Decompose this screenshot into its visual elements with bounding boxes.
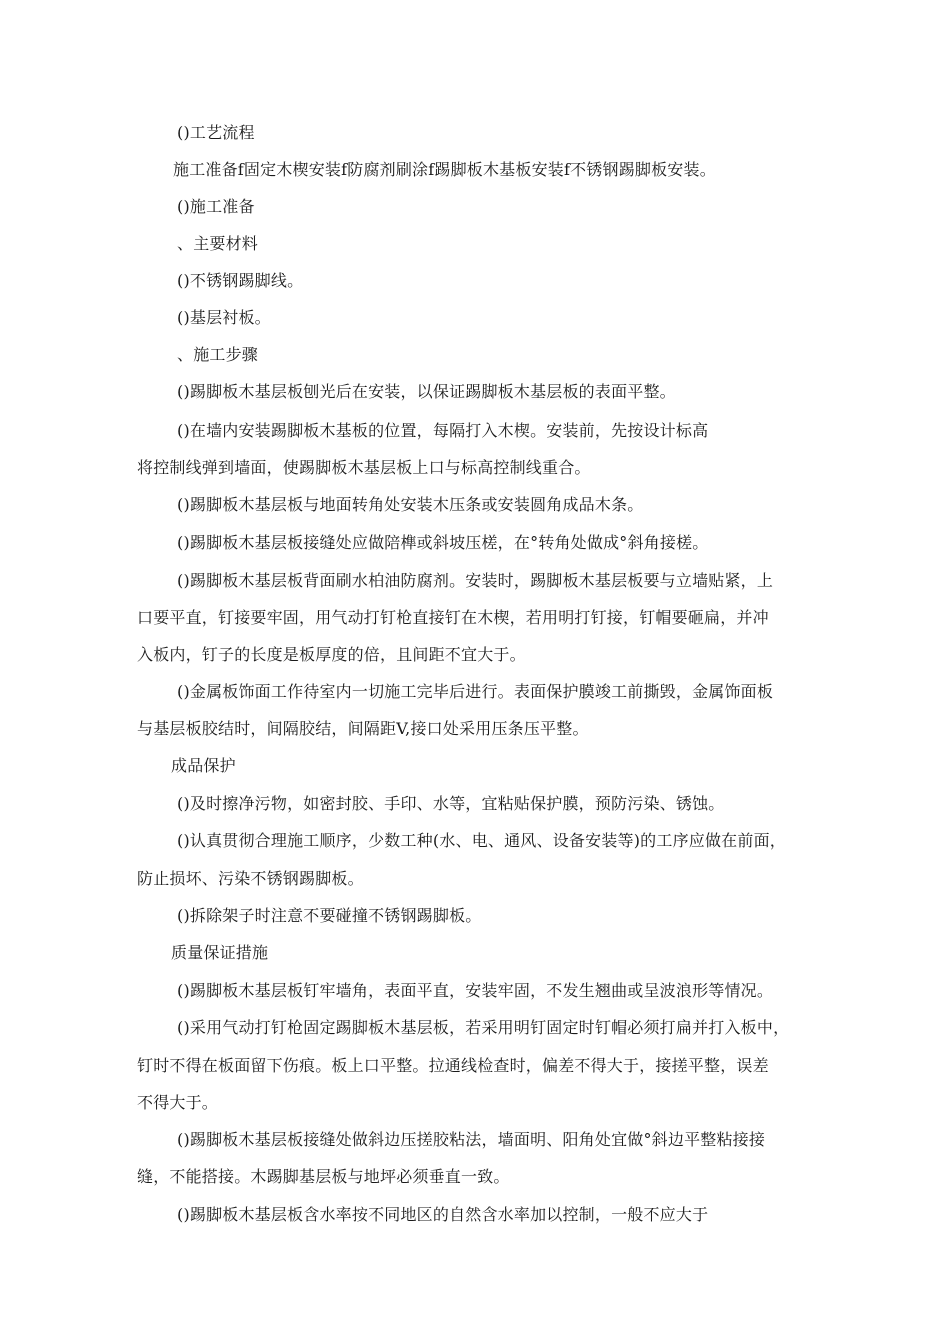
paragraph-line: 缝，不能搭接。木踢脚基层板与地坪必须垂直一致。 [137,1167,510,1186]
paragraph-line: 将控制线弹到墙面，使踢脚板木基层板上口与标高控制线重合。 [137,458,591,477]
paragraph-line: 钉时不得在板面留下伤痕。板上口平整。拉通线检查时，偏差不得大于，接搓平整，误差 [137,1056,769,1075]
list-item: ()及时擦净污物，如密封胶、手印、水等，宜粘贴保护膜，预防污染、锈蚀。 [177,794,725,813]
list-item: ()踢脚板木基层板钉牢墙角，表面平直，安装牢固，不发生翘曲或呈波浪形等情况。 [177,981,774,1000]
list-item: ()认真贯彻合理施工顺序，少数工种(水、电、通风、设备安装等)的工序应做在前面， [177,831,786,850]
list-item: ()踢脚板木基层板与地面转角处安装木压条或安装圆角成品木条。 [177,495,644,514]
list-item: ()踢脚板木基层板含水率按不同地区的自然含水率加以控制，一般不应大于 [177,1205,709,1224]
heading-construction-steps: 、施工步骤 [177,345,259,364]
list-item: ()采用气动打钉枪固定踢脚板木基层板，若采用明钉固定时钉帽必须打扁并打入板中， [177,1018,790,1037]
paragraph-line: 与基层板胶结时，间隔胶结，间隔距V,接口处采用压条压平整。 [137,719,589,738]
heading-main-materials: 、主要材料 [177,234,259,253]
heading-product-protection: 成品保护 [171,756,236,775]
list-item: ()踢脚板木基层板接缝处应做陪榫或斜坡压槎，在°转角处做成°斜角接槎。 [177,533,709,552]
list-item: ()踢脚板木基层板接缝处做斜边压搓胶粘法，墙面明、阳角处宜做°斜边平整粘接接 [177,1130,766,1149]
list-item: ()不锈钢踢脚线。 [177,271,304,290]
paragraph-line: 口要平直，钉接要牢固，用气动打钉枪直接钉在木楔，若用明打钉接，钉帽要砸扁，并冲 [137,608,769,627]
heading-construction-prep: ()施工准备 [177,197,255,216]
list-item: ()基层衬板。 [177,308,271,327]
paragraph-line: 不得大于。 [137,1093,219,1112]
list-item: ()在墙内安装踢脚板木基板的位置，每隔打入木楔。安装前，先按设计标高 [177,421,709,440]
heading-quality-assurance: 质量保证措施 [171,943,269,962]
list-item: ()踢脚板木基层板背面刷水柏油防腐剂。安装时，踢脚板木基层板要与立墙贴紧，上 [177,571,774,590]
heading-process-flow: ()工艺流程 [177,123,255,142]
paragraph-line: 防止损坏、污染不锈钢踢脚板。 [137,869,364,888]
paragraph-line: 施工准备f固定木楔安装f防腐剂刷涂f踢脚板木基板安装f不锈钢踢脚板安装。 [173,160,716,179]
list-item: ()金属板饰面工作待室内一切施工完毕后进行。表面保护膜竣工前撕毁，金属饰面板 [177,682,774,701]
paragraph-line: 入板内，钉子的长度是板厚度的倍，且间距不宜大于。 [137,645,526,664]
list-item: ()踢脚板木基层板刨光后在安装，以保证踢脚板木基层板的表面平整。 [177,382,676,401]
list-item: ()拆除架子时注意不要碰撞不锈钢踢脚板。 [177,906,482,925]
